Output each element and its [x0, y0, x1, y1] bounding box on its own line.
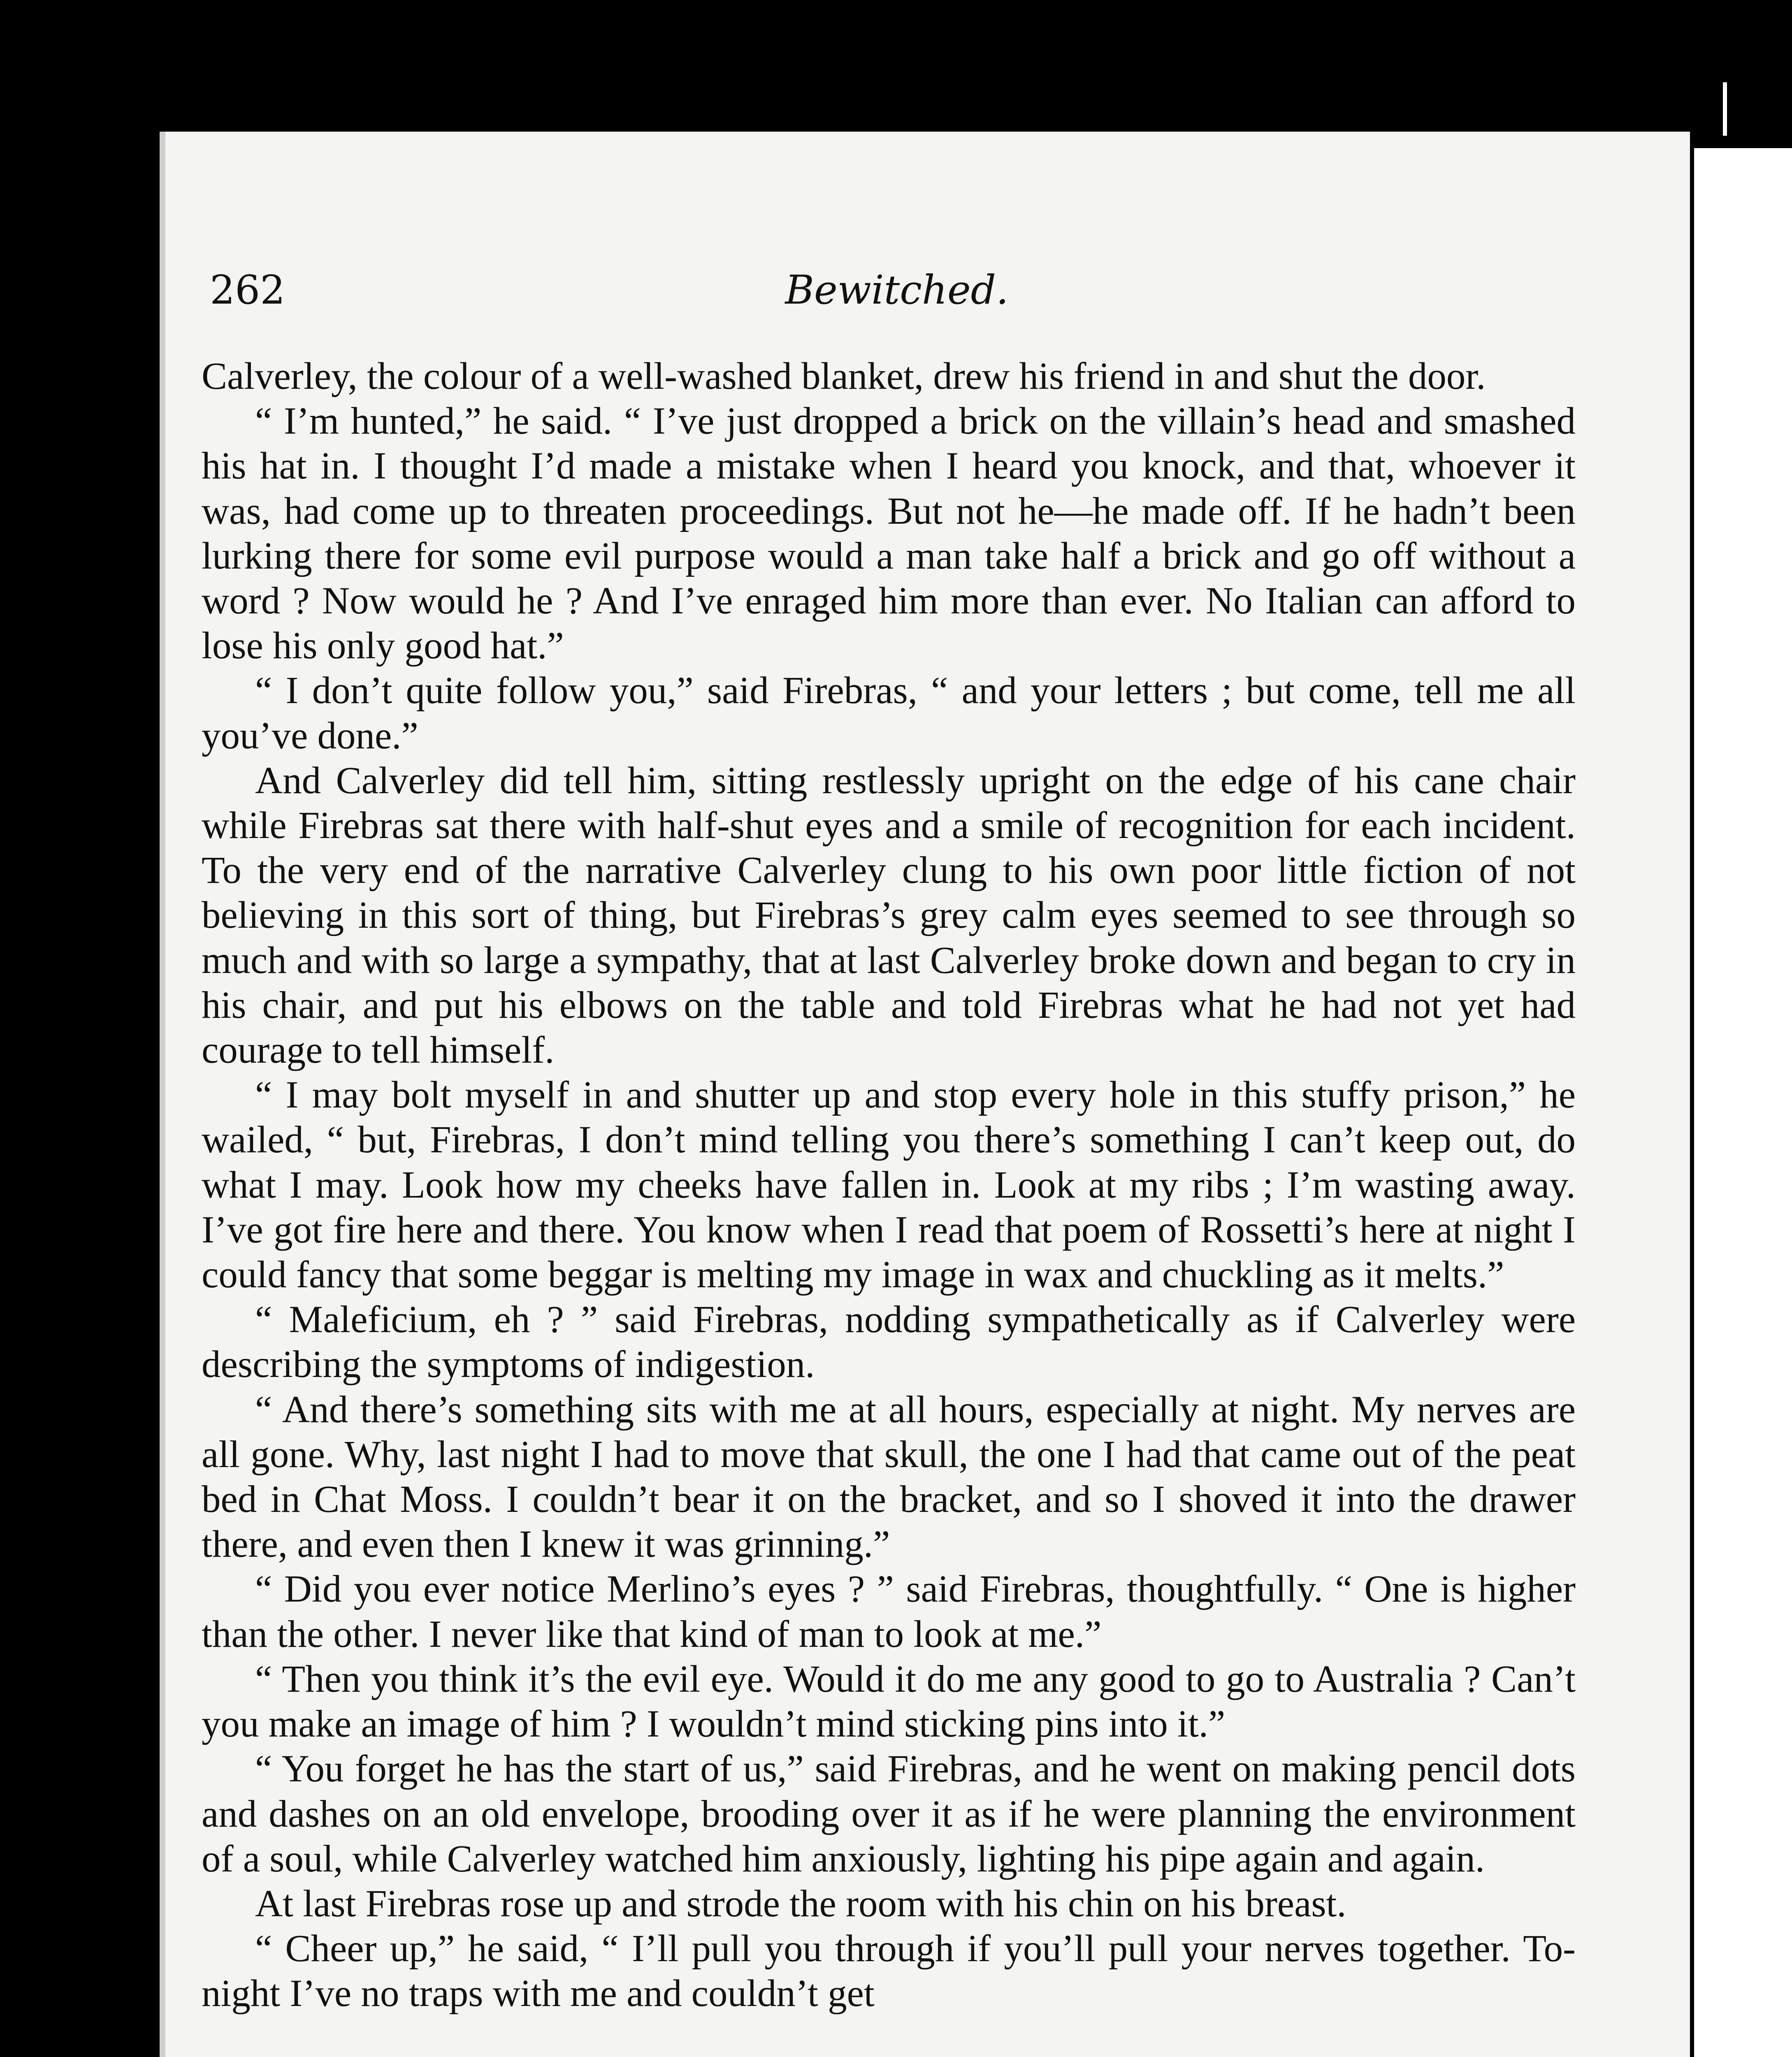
paragraph: Calverley, the colour of a well-washed blanket, drew his friend in and shut the door. [202, 355, 1486, 397]
gutter-line [1723, 82, 1727, 136]
paragraph: “ Maleficium, eh ? ” said Firebras, nodding sympathetically as if Calverley were describing the symptoms of indigestion. [202, 1298, 1576, 1386]
running-title: Bewitched. [785, 267, 1009, 313]
paragraph: “ Did you ever notice Merlino’s eyes ? ” said Firebras, thoughtfully. “ One is higher than the other. I never like that kind of man to look at me.” [202, 1568, 1576, 1655]
paragraph: “ And there’s something sits with me at all hours, especially at night. My nerves are all gone. Why, last night I had to move that skull, the one I had that came out of the peat bed in Chat Moss. I couldn’t bear it on the bracket, and so I shoved it into the drawer there, and even then I knew it was grinning.” [202, 1388, 1576, 1566]
body-text [202, 354, 1576, 2016]
paragraph: At last Firebras rose up and strode the room with his chin on his breast. [255, 1882, 1346, 1925]
paragraph: “ You forget he has the start of us,” said Firebras, and he went on making pencil dots and dashes on an old envelope, brooding over it as if he were planning the environment of a soul, while Calverley watched him anxiously, lighting his pipe again and again. [202, 1748, 1576, 1880]
facing-page-edge [1694, 148, 1792, 2057]
paragraph: And Calverley did tell him, sitting restlessly upright on the edge of his cane chair while Firebras sat there with half-shut eyes and a smile of recognition for each incident. To the very end of the narrative Calverley clung to his own poor little fiction of not believing in this sort of thing, but Firebras’s grey calm eyes seemed to see through so much and with so large a sympathy, that at last Calverley broke down and began to cry in his chair, and put his elbows on the table and told Firebras what he had not yet had courage to tell himself. [202, 759, 1576, 1072]
page-number: 262 [210, 267, 286, 313]
paragraph: “ I’m hunted,” he said. “ I’ve just dropped a brick on the villain’s head and smashed his hat in. I thought I’d made a mistake when I heard you knock, and that, whoever it was, had come up to threaten proceedings. But not he—he made off. If he hadn’t been lurking there for some evil purpose would a man take half a brick and go off without a word ? Now would he ? And I’ve enraged him more than ever. No Italian can afford to lose his only good hat.” [202, 400, 1576, 667]
paragraph: “ Cheer up,” he said, “ I’ll pull you through if you’ll pull your nerves together. To-night I’ve no traps with me and couldn’t get [202, 1927, 1576, 2015]
paragraph: “ I may bolt myself in and shutter up and stop every hole in this stuffy prison,” he wailed, “ but, Firebras, I don’t mind telling you there’s something I can’t keep out, do what I may. Look how my cheeks have fallen in. Look at my ribs ; I’m wasting away. I’ve got fire here and there. You know when I read that poem of Rossetti’s here at night I could fancy that some beggar is melting my image in wax and chuckling as it melts.” [202, 1074, 1576, 1296]
running-head [210, 263, 1584, 317]
paragraph: “ Then you think it’s the evil eye. Would it do me any good to go to Australia ? Can’t you make an image of him ? I wouldn’t mind sticking pins into it.” [202, 1658, 1576, 1746]
paragraph: “ I don’t quite follow you,” said Firebras, “ and your letters ; but come, tell me all you’ve done.” [202, 669, 1576, 757]
